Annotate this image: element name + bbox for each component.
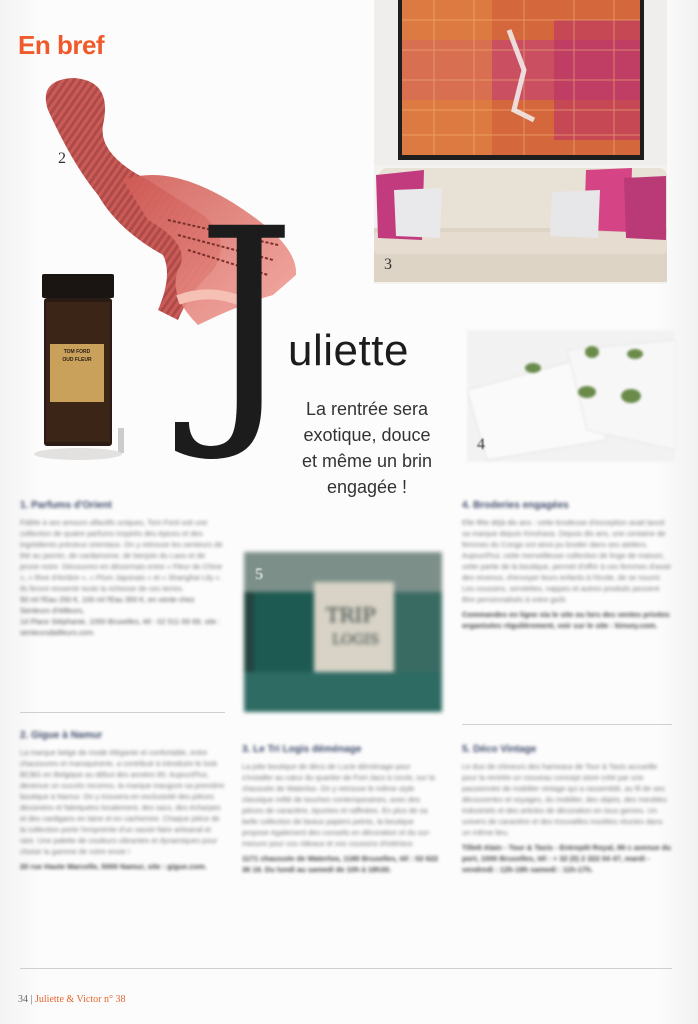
article-address: 14 Place Stéphanie, 1050 Bruxelles, tél : 02 511 69 69, site : senteursdailleurs.com. <box>20 617 221 637</box>
article-gigue <box>20 730 225 872</box>
article-title: 5. Déco Vintage <box>462 744 537 755</box>
article-address: Tillett Alain - Tour & Taxis - Entrepôt Royal, 86 c avenue du port, 1000 Bruxelles, tél : + 32 (0) 2 322 04 47, mardi - vendredi : 12h-18h samedi : 11h-17h. <box>462 843 671 874</box>
article-address: 1171 chaussée de Waterloo, 1180 Bruxelles, tél : 02 622 36 18. Du lundi au samedi de 10h à 18h30. <box>242 854 439 874</box>
article-address: 20 rue Haute Marcelle, 5000 Namur, site : gigue.com. <box>20 862 207 871</box>
brand-initial: J <box>196 175 297 466</box>
perfume-bottle-photo <box>28 268 128 468</box>
article-body: Le duo de chineurs des hameaux de Tour & Taxis accueille pour la rentrée un nouveau concept store créé par une passionnée de mobilier vintage qui a rassemblé, au fil de ses découvertes et voyages, du mobilier, des objets, des meubles industriels et des articles de décoration en tous genres. Un univers de caractère et des trouvailles insolites réunies dans un même lieu. <box>462 762 667 837</box>
article-broderies <box>462 500 672 631</box>
section-title: En bref <box>18 30 105 60</box>
article-title: 2. Gigue à Namur <box>20 730 103 741</box>
boutique-sign-line1: TRIP <box>326 603 376 627</box>
photo-number-3: 3 <box>384 256 392 273</box>
article-title: 4. Broderies engagées <box>462 500 569 511</box>
embroidery-photo <box>467 330 675 462</box>
page-footer <box>18 994 125 1005</box>
column-divider <box>20 712 225 713</box>
tagline-line: et même un brin <box>301 451 433 471</box>
article-tri-logis <box>242 744 442 875</box>
perfume-name-text: OUD FLEUR <box>62 357 92 363</box>
tagline-line: La rentrée sera <box>305 399 429 419</box>
article-address: 50 ml l'Eau 250 €, 100 ml l'Eau 350 €, en vente chez Senteurs d'Ailleurs, <box>20 595 195 615</box>
brand-name-rest: uliette <box>288 326 409 375</box>
photo-number-5: 5 <box>255 566 263 583</box>
footer-separator: | <box>30 994 33 1005</box>
article-body: Elle fête déjà dix ans : cette brodeuse d'exception avait lancé sa marque depuis Kinshasa. Depuis dix ans, une centaine de femmes du Congo ont ainsi pu broder dans ses ateliers. Aujourd'hui, cette merveilleuse collection de linge de maison, cette partie de la boutique, permet d'offrir à ces femmes d'avoir des revenus, d'envoyer leurs enfants à l'école, de se nourrir. Les coussins, serviettes, nappes et autres produits peuvent être personnalisés à votre goût. <box>462 518 672 604</box>
bottom-rule <box>20 968 672 969</box>
article-title: 3. Le Tri Logis déménage <box>242 744 362 755</box>
article-body: Fidèle à ses amours olfactifs uniques, Tom Ford voit une collection de quatre parfums inspirés des épices et des ingrédients précieux orientaux. On y retrouve les senteurs de thé au jasmin, de cardamome, de benjoin du Laos et de prune noire. Découvrez-en désormais entre « Fleur de Chine », « Rive d'Ambre », « Plum Japonais » et « Shanghai Lily ». Ils feront ressentir toute la richesse de ces terres. <box>20 518 223 593</box>
tagline-line: engagée ! <box>326 477 408 497</box>
article-title: 1. Parfums d'Orient <box>20 500 112 511</box>
article-address: Commandes en ligne via le site ou lors des ventes privées organisées régulièrement, voir sur le site : kinsey.com. <box>462 610 670 630</box>
article-body: La marque belge de mode élégante et confortable, entre chaussures et maroquinerie, a contribué à introduire le look BCBG en Belgique au début des années 80. Aujourd'hui, devenue un succès reconnu, la marque inaugure sa première boutique à Namur. On y trouvera en exclusivité des pièces dessinées et fabriquées localement, des sacs, des écharpes et des cardigans en laine et en cachemire. Chaque pièce de la collection porte l'empreinte d'un savoir-faire artisanal et rare. Une palette de couleurs vibrantes et dynamiques pour choisir la gamme de votre envie ! <box>20 748 225 856</box>
magazine-issue: Juliette & Victor n° 38 <box>35 994 126 1005</box>
article-parfums <box>20 500 225 638</box>
boutique-sign-line2: LOGIS <box>332 632 380 648</box>
boutique-illustration <box>244 552 442 712</box>
tagline-line: exotique, douce <box>303 425 431 445</box>
article-body: La jolie boutique de déco de Lucie déménage pour s'installer au cœur du quartier de Fort-Jaco à Uccle, sur la chaussée de Waterloo. On y retrouve le même style classique mêlé de touches contemporaines, avec des pièces de caractère, épurées et raffinées. En plus de sa belle collection de beaux papiers peints, la boutique propose également des conseils en décoration et du sur-mesure pour vos rideaux et vos coussins d'intérieur. <box>242 762 435 848</box>
column-divider <box>462 724 672 725</box>
perfume-label <box>50 348 104 364</box>
photo-number-4: 4 <box>477 436 485 453</box>
photo-number-2: 2 <box>58 150 66 167</box>
perfume-brand-text: TOM FORD <box>63 349 91 355</box>
tagline <box>282 396 452 500</box>
painting-sofa-photo <box>374 0 667 284</box>
article-deco-vintage <box>462 744 672 875</box>
painting-illustration <box>374 0 667 284</box>
boutique-photo <box>244 552 442 712</box>
page-number: 34 <box>18 994 28 1005</box>
